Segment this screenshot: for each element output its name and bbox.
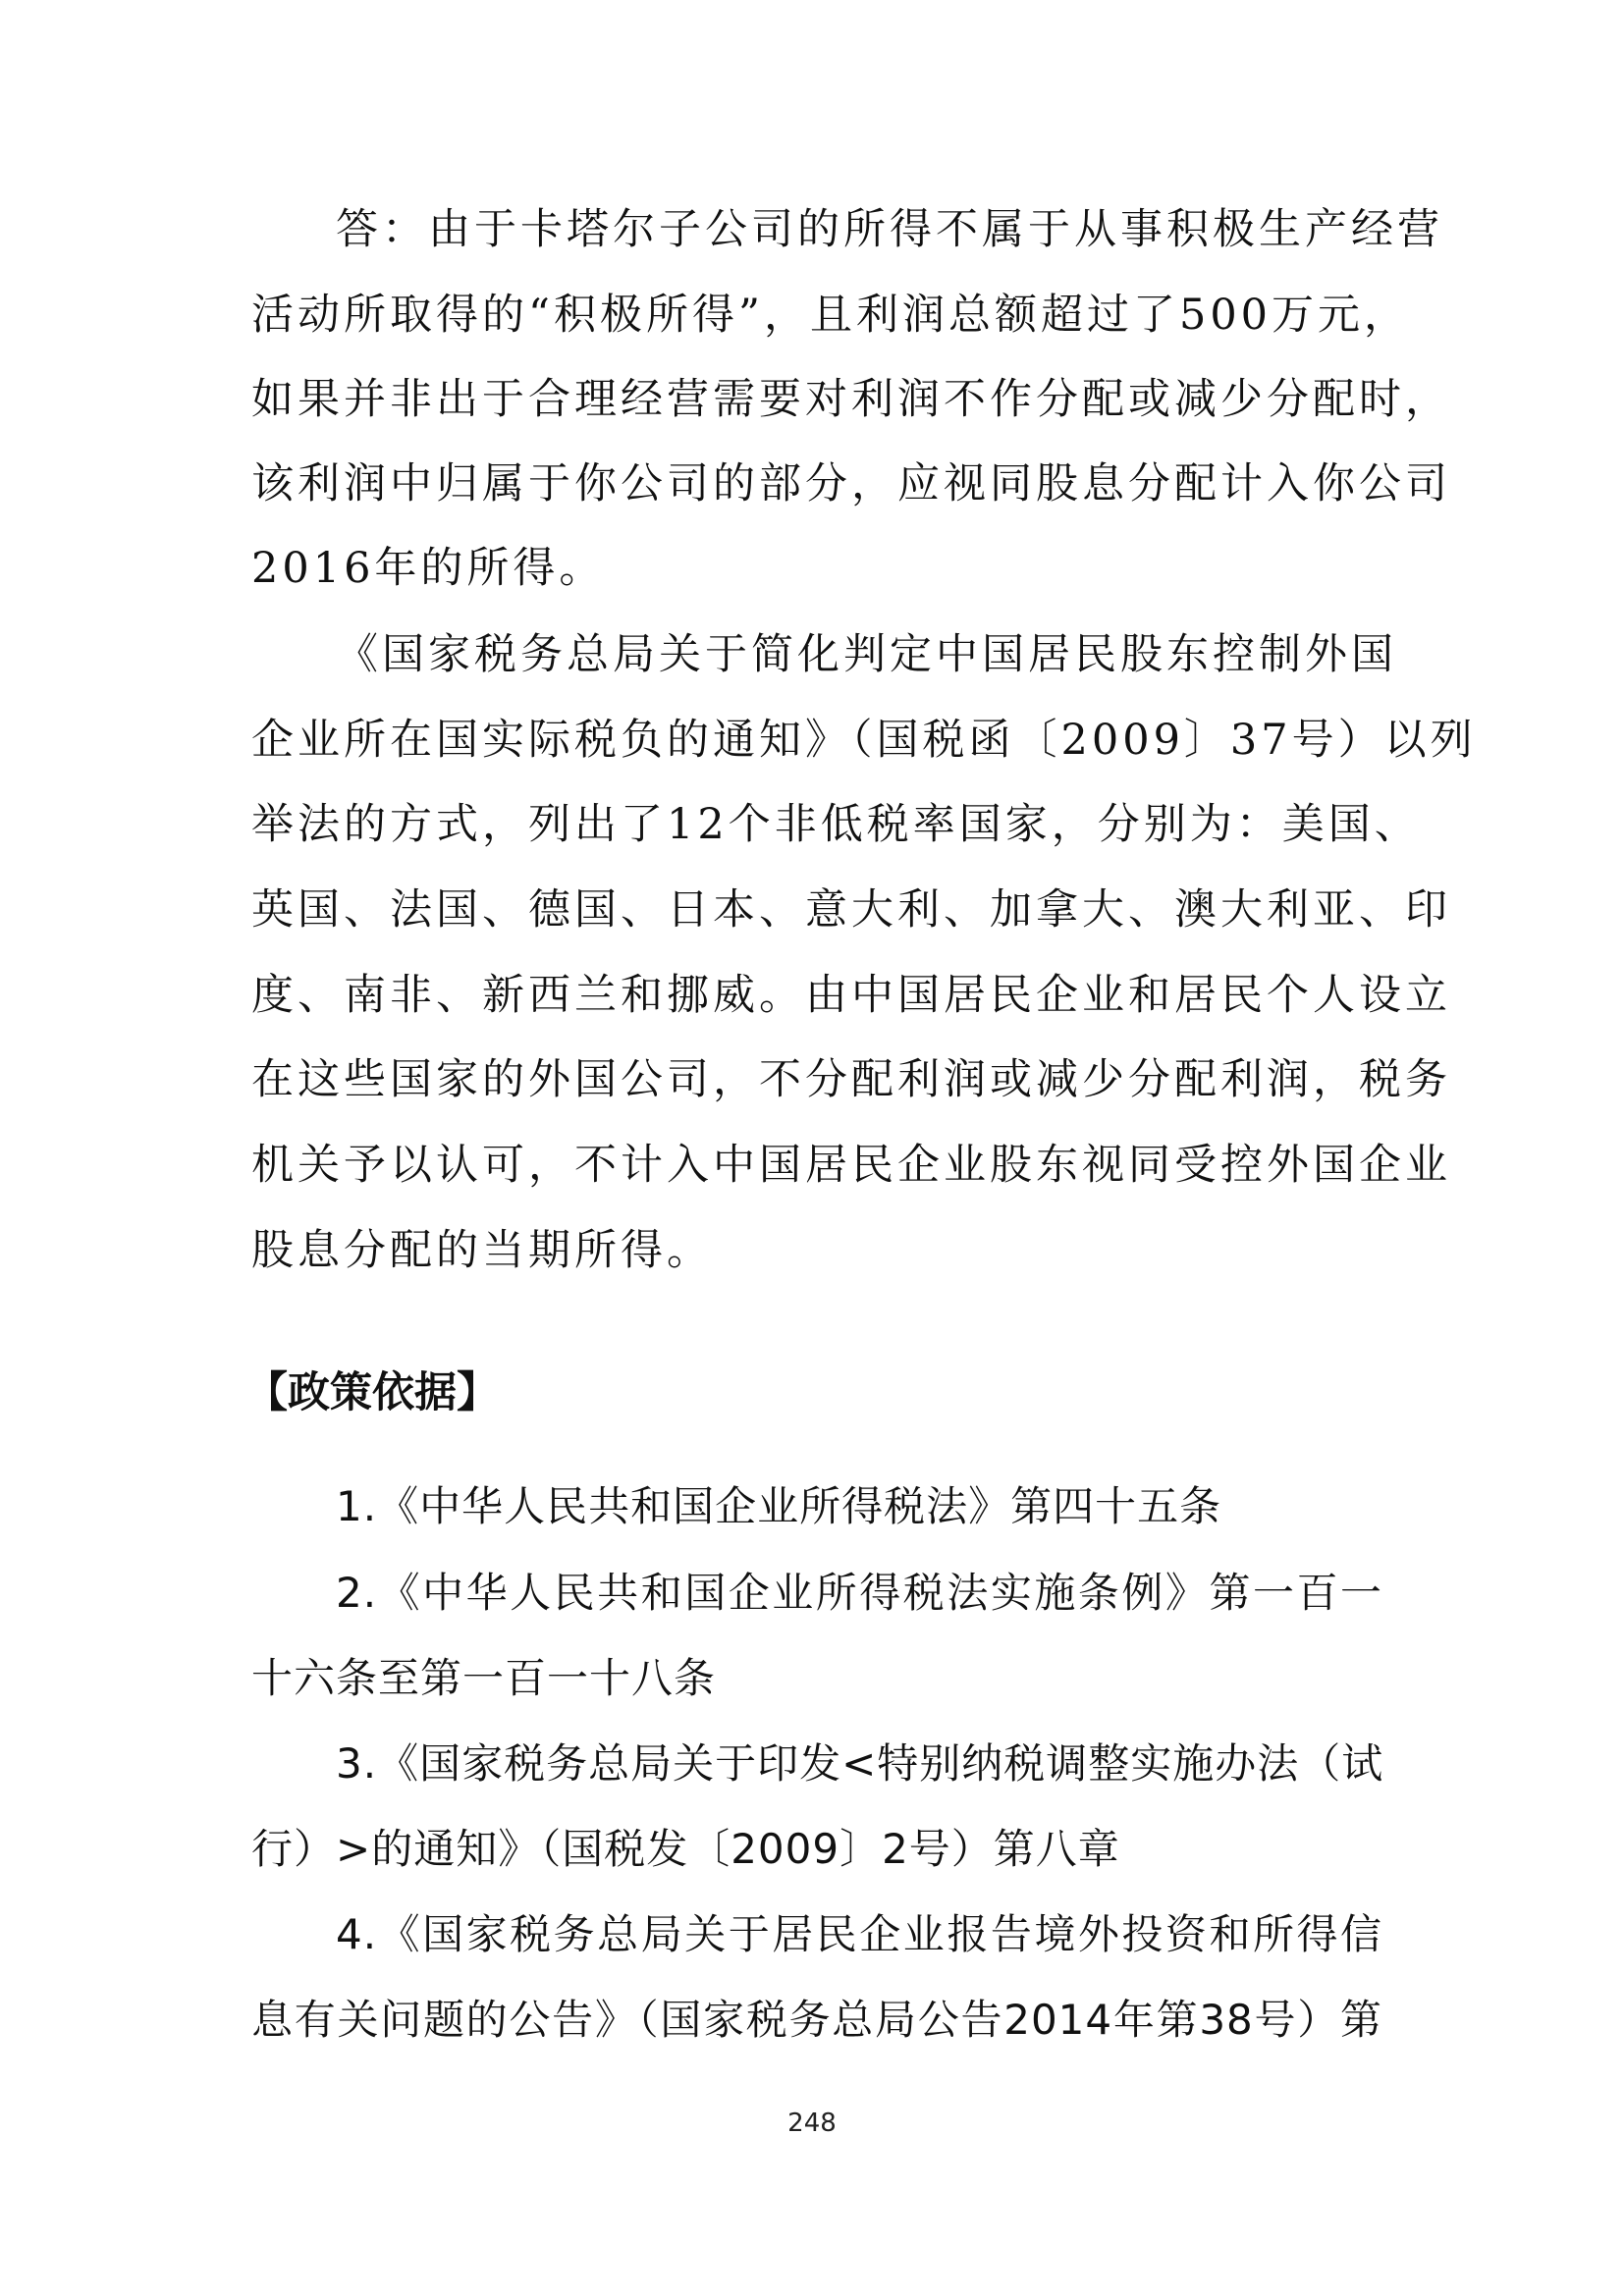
page-number: 248 bbox=[787, 2109, 837, 2138]
explanation-line-5: 度、南非、新西兰和挪威。由中国居民企业和居民个人设立 bbox=[251, 971, 1451, 1020]
explanation-line-6: 在这些国家的外国公司，不分配利润或减少分配利润，税务 bbox=[251, 1055, 1451, 1104]
policy-heading: 【政策依据】 bbox=[245, 1368, 499, 1417]
policy-item-2-line-2: 十六条至第一百一十八条 bbox=[251, 1654, 717, 1702]
explanation-line-1: 《国家税务总局关于简化判定中国居民股东控制外国 bbox=[336, 630, 1397, 679]
answer-line-4: 该利润中归属于你公司的部分，应视同股息分配计入你公司 bbox=[251, 459, 1451, 508]
policy-item-3-line-2: 行）>的通知》（国税发〔2009〕2号）第八章 bbox=[251, 1825, 1120, 1873]
policy-item-1: 1.《中华人民共和国企业所得税法》第四十五条 bbox=[336, 1482, 1222, 1530]
explanation-line-7: 机关予以认可，不计入中国居民企业股东视同受控外国企业 bbox=[251, 1141, 1451, 1190]
explanation-line-8: 股息分配的当期所得。 bbox=[251, 1226, 713, 1275]
explanation-line-3: 举法的方式，列出了12个非低税率国家，分别为：美国、 bbox=[251, 800, 1421, 849]
answer-line-1: 答：由于卡塔尔子公司的所得不属于从事积极生产经营 bbox=[336, 205, 1443, 254]
explanation-line-4: 英国、法国、德国、日本、意大利、加拿大、澳大利亚、印 bbox=[251, 885, 1451, 934]
policy-item-2-line-1: 2.《中华人民共和国企业所得税法实施条例》第一百一 bbox=[336, 1569, 1382, 1617]
explanation-line-2: 企业所在国实际税负的通知》（国税函〔2009〕37号）以列 bbox=[251, 716, 1477, 765]
answer-line-3: 如果并非出于合理经营需要对利润不作分配或减少分配时， bbox=[251, 375, 1451, 424]
policy-item-3-line-1: 3.《国家税务总局关于印发<特别纳税调整实施办法（试 bbox=[336, 1739, 1384, 1788]
policy-item-4-line-2: 息有关问题的公告》（国家税务总局公告2014年第38号）第 bbox=[251, 1996, 1382, 2044]
policy-item-4-line-1: 4.《国家税务总局关于居民企业报告境外投资和所得信 bbox=[336, 1910, 1382, 1958]
answer-line-5: 2016年的所得。 bbox=[251, 544, 606, 593]
answer-line-2: 活动所取得的“积极所得”，且利润总额超过了500万元， bbox=[251, 291, 1411, 340]
